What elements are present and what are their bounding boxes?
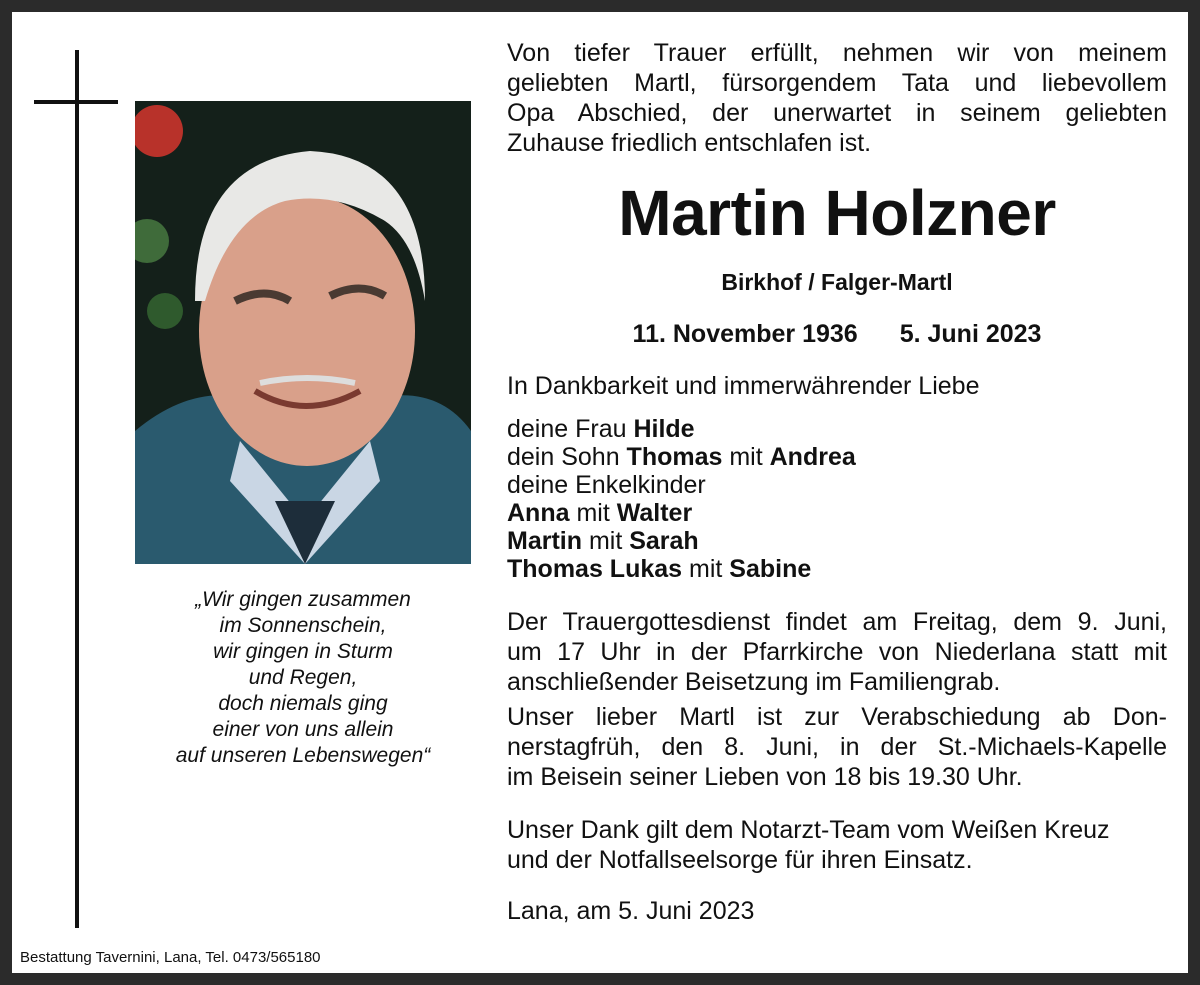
service-line: anschließender Beisetzung im Familiengrab.	[507, 668, 1001, 696]
intro-line: Von tiefer Trauer erfüllt, nehmen wir von meinem	[507, 39, 1167, 67]
cross-icon-bar	[34, 100, 118, 104]
intro-line: Zuhause friedlich entschlafen ist.	[507, 129, 872, 157]
service-line: Der Trauergottesdienst findet am Freitag, dem 9. Juni,	[507, 608, 1167, 636]
gratitude-line: und der Notfallseelsorge für ihren Einsatz.	[507, 846, 973, 874]
gratitude-line: Unser Dank gilt dem Notarzt-Team vom Weißen Kreuz	[507, 816, 1110, 844]
intro-line: Opa Abschied, der unerwartet in seinem geliebten	[507, 99, 1167, 127]
gratitude-text	[507, 815, 1167, 875]
thanks-line: In Dankbarkeit und immerwährender Liebe	[507, 372, 980, 400]
quote-line: und Regen,	[248, 666, 358, 689]
service-line: um 17 Uhr in der Pfarrkirche von Niederlana statt mit	[507, 638, 1167, 666]
family-item: Thomas Lukas mit Sabine	[507, 555, 812, 583]
family-item: dein Sohn Thomas mit Andrea	[507, 443, 856, 471]
life-dates	[507, 320, 1167, 349]
birth-date: 11. November 1936	[632, 320, 858, 348]
cross-icon	[75, 50, 79, 928]
quote-line: im Sonnenschein,	[219, 614, 387, 637]
wake-line: im Beisein seiner Lieben von 18 bis 19.30 Uhr.	[507, 763, 1023, 791]
family-list	[507, 415, 1167, 583]
quote-line: doch niemals ging	[218, 692, 388, 715]
quote-line: einer von uns allein	[212, 718, 394, 741]
funeral-home-footer: Bestattung Tavernini, Lana, Tel. 0473/565180	[20, 949, 321, 966]
quote-line: wir gingen in Sturm	[213, 640, 393, 663]
family-item: Anna mit Walter	[507, 499, 693, 527]
death-date: 5. Juni 2023	[899, 320, 1042, 348]
intro-line: geliebten Martl, fürsorgendem Tata und liebevollem	[507, 69, 1167, 97]
deceased-name: Martin Holzner	[618, 177, 1056, 249]
service-info	[507, 607, 1167, 697]
intro-text	[507, 38, 1167, 158]
family-item: deine Enkelkinder	[507, 471, 706, 499]
portrait-photo	[135, 101, 471, 564]
quote-line: „Wir gingen zusammen	[195, 588, 411, 611]
family-item: Martin mit Sarah	[507, 527, 699, 555]
wake-line: Unser lieber Martl ist zur Verabschiedung ab Don-	[507, 703, 1167, 731]
quote-line: auf unseren Lebenswegen“	[175, 744, 431, 767]
wake-line: nerstagfrüh, den 8. Juni, in der St.-Michaels-Kapelle	[507, 733, 1167, 761]
place-date: Lana, am 5. Juni 2023	[507, 897, 755, 925]
farm-name: Birkhof / Falger-Martl	[721, 269, 953, 295]
obituary-card	[12, 12, 1188, 973]
wake-info	[507, 702, 1167, 792]
quote	[135, 587, 471, 769]
family-item: deine Frau Hilde	[507, 415, 695, 443]
